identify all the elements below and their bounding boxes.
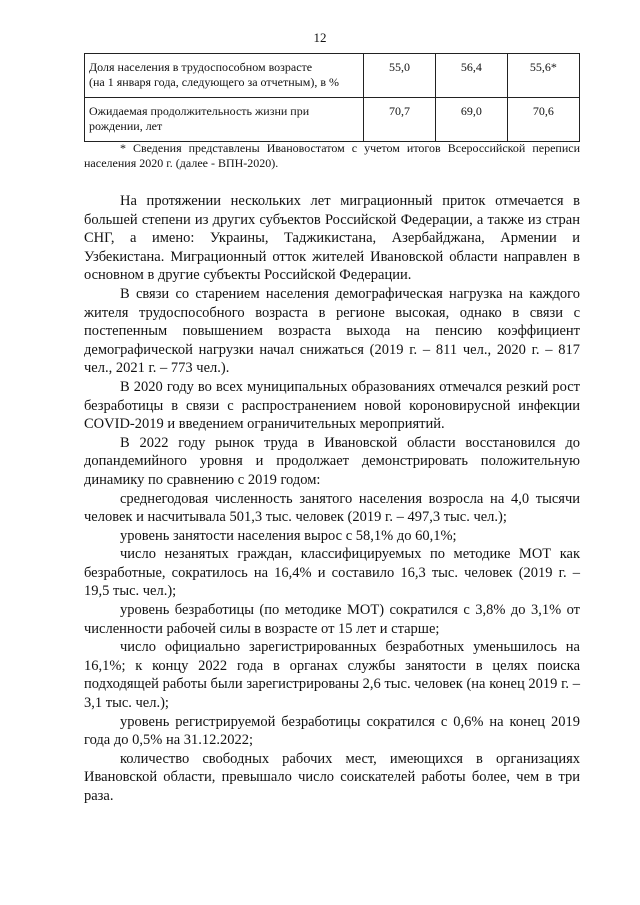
paragraph: уровень безработицы (по методике МОТ) сократился с 3,8% до 3,1% от численности рабочей силы в возрасте от 15 лет и старше;: [84, 602, 580, 637]
paragraph: В связи со старением населения демографическая нагрузка на каждого жителя трудоспособного возраста в регионе высокая, однако в связи с постепенным повышением возраста выхода на пенсию коэффициент демографической нагрузки начал снижаться (2019 г. – 811 чел., 2020 г. – 817 чел., 2021 г. – 773 чел.).: [84, 285, 580, 377]
paragraph: уровень занятости населения вырос с 58,1% до 60,1%;: [120, 527, 457, 544]
statistics-table: [84, 53, 580, 142]
label-line: рождении, лет: [89, 119, 163, 133]
paragraph: число незанятых граждан, классифицируемых по методике МОТ как безработные, сократилось на 16,4% и составило 16,3 тыс. человек (2019 г. – 19,5 тыс. чел.);: [84, 546, 580, 600]
label-line: Доля населения в трудоспособном возрасте: [89, 60, 313, 74]
paragraph: уровень регистрируемой безработицы сократился с 0,6% на конец 2019 года до 0,5% на 31.12.2022;: [84, 713, 580, 749]
paragraph: На протяжении нескольких лет миграционный приток отмечается в большей степени из других субъектов Российской Федерации, а также из стран СНГ, а имено: Украины, Таджикистана, Азербайджана, Армении и Узбекистана. Миграционный отток жителей Ивановской области направлен в основном в другие субъекты Российской Федерации.: [84, 193, 580, 284]
table-cell-value: 55,0: [364, 54, 436, 98]
document-body: [84, 192, 580, 806]
table-row: [85, 54, 580, 98]
table-cell-value: 70,7: [364, 98, 436, 142]
table-footnote: * Сведения представлены Ивановостатом с учетом итогов Всероссийской переписи населения 2020 г. (далее - ВПН-2020).: [84, 141, 580, 170]
table-cell-label: [85, 98, 364, 142]
page-number: 12: [313, 30, 327, 45]
table-cell-label: [85, 54, 364, 98]
label-line: Ожидаемая продолжительность жизни при: [89, 104, 310, 118]
paragraph: В 2022 году рынок труда в Ивановской области восстановился до допандемийного уровня и продолжает демонстрировать положительную динамику по сравнению с 2019 годом:: [84, 434, 580, 488]
table-cell-value: 70,6: [507, 98, 579, 142]
table-cell-value: 55,6*: [507, 54, 579, 98]
table-row: [85, 98, 580, 142]
label-line: (на 1 января года, следующего за отчетным), в %: [89, 75, 339, 89]
paragraph: число официально зарегистрированных безработных уменьшилось на 16,1%; к концу 2022 года в органах службы занятости в целях поиска подходящей работы были зарегистрированы 2,6 тыс. человек (на конец 2019 г. – 3,1 тыс. чел.);: [84, 639, 580, 712]
paragraph: В 2020 году во всех муниципальных образованиях отмечался резкий рост безработицы в связи с распространением новой короновирусной инфекции COVID-2019 и введением ограничительных мероприятий.: [84, 378, 580, 433]
table-cell-value: 69,0: [435, 98, 507, 142]
paragraph: количество свободных рабочих мест, имеющихся в организациях Ивановской области, превышало число соискателей работы более, чем в три раза.: [84, 750, 580, 804]
table-cell-value: 56,4: [435, 54, 507, 98]
paragraph: среднегодовая численность занятого населения возросла на 4,0 тысячи человек и насчитывала 501,3 тыс. человек (2019 г. – 497,3 тыс. чел.);: [84, 490, 580, 526]
